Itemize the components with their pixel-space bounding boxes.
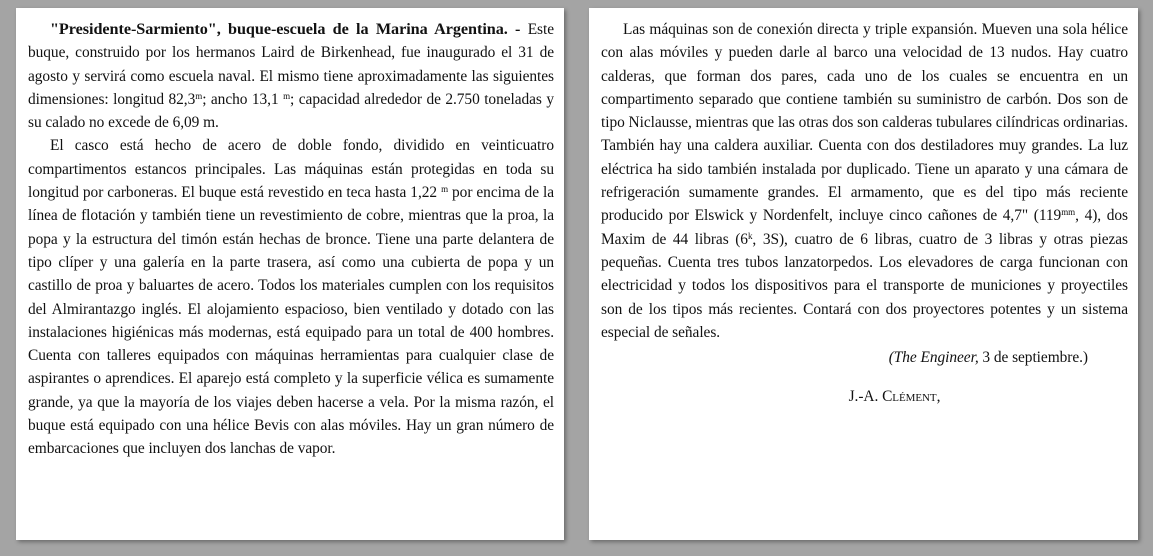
left-paragraph-1	[28, 18, 554, 134]
signature-comma: ,	[936, 388, 941, 406]
title-dash: -	[507, 20, 528, 38]
right-p1-text-a: Las máquinas son de conexión directa y triple expansión. Mueven una sola hélice con alas móviles y pueden darle al barco una velocidad de 13 nudos. Hay cuatro calderas, que forman dos pares, cada uno de los cuales se encuentra en un compartimento separado que contiene también su suministro de carbón. Dos son de tipo Niclausse, mientras que las otras dos son calderas tubulares cilíndricas ordinarias. También hay una caldera auxiliar. Cuenta con dos destiladores muy grandes. La luz eléctrica ha sido también instalada por duplicado. Tiene un aparato y una cámara de refrigeración sumamente grandes. El armamento, que es del tipo más reciente producido por Elswick y Nordenfelt, incluye cinco cañones de 4,7" (119	[601, 21, 1128, 225]
left-p2-text-b: por encima de la línea de flotación y también tiene un revestimiento de cobre, mientras que la proa, la popa y la estructura del timón están hechas de bronce. Tiene una parte delantera de tipo clíper y una galería en la parte trasera, así como una cubierta de popa y un castillo de proa y baluartes de acero. Todos los materiales cumplen con los requisitos del Almirantazgo inglés. El alojamiento espacioso, bien ventilado y dotado con las instalaciones higiénicas más modernas, está equipado para un total de 400 hombres. Cuenta con talleres equipados con máquinas herramientas para cualquier clase de aspirantes o aprendices. El aparejo está completo y la superficie vélica es sumamente grande, ya que la mayoría de los viajes deben hacerse a vela. Por la misma razón, el buque está equipado con una hélice Bevis con alas móviles. Hay un gran número de embarcaciones que incluyen dos lanchas de vapor.	[28, 184, 554, 458]
citation-open: (	[888, 349, 894, 367]
left-p2-text-a: El casco está hecho de acero de doble fondo, dividido en veinticuatro compartimentos estancos principales. Las máquinas están protegidas en toda su longitud por carboneras. El buque está revestido en teca hasta 1,22	[28, 137, 554, 202]
left-p1-text-c: ; capacidad alrededor de 2.750 toneladas y su calado no excede de 6,09 m.	[28, 90, 555, 132]
left-p1-text-b: ; ancho 13,1	[202, 90, 284, 108]
unit-superscript: mm	[1061, 207, 1076, 218]
left-page	[16, 8, 564, 540]
right-p1-text-c: , 3S), cuatro de 6 libras, cuatro de 3 libras y otras piezas pequeñas. Cuenta tres tubos lanzatorpedos. Los elevadores de carga funcionan con electricidad y todos los dispositivos para el transporte de municiones y proyectiles son de los tipos más recientes. Contará con dos proyectores potentes y un sistema especial de señales.	[601, 230, 1129, 341]
unit-superscript: m	[283, 90, 291, 101]
article-title: "Presidente-Sarmiento", buque-escuela de la Marina Argentina.	[50, 20, 508, 38]
citation	[601, 346, 1128, 369]
citation-rest: 3 de septiembre.)	[978, 349, 1088, 367]
signature-initials: J.-A.	[848, 388, 883, 406]
right-p1-text-b: , 4), dos Maxim de 44 libras (6	[601, 207, 1128, 248]
left-p1-text-a: Este buque, construido por los hermanos Laird de Birkenhead, fue inaugurado el 31 de agosto y servirá como escuela naval. El mismo tiene aproximadamente las siguientes dimensiones: longitud 82,3	[28, 21, 554, 108]
citation-source: The Engineer,	[893, 349, 979, 367]
unit-superscript: m	[195, 90, 203, 101]
left-paragraph-2	[28, 134, 554, 460]
right-paragraph-1	[601, 18, 1128, 344]
right-page	[589, 8, 1138, 540]
signature-name: Clément	[882, 388, 937, 406]
signature	[601, 385, 1128, 408]
unit-superscript: k	[747, 230, 753, 241]
unit-superscript: m	[441, 184, 449, 195]
